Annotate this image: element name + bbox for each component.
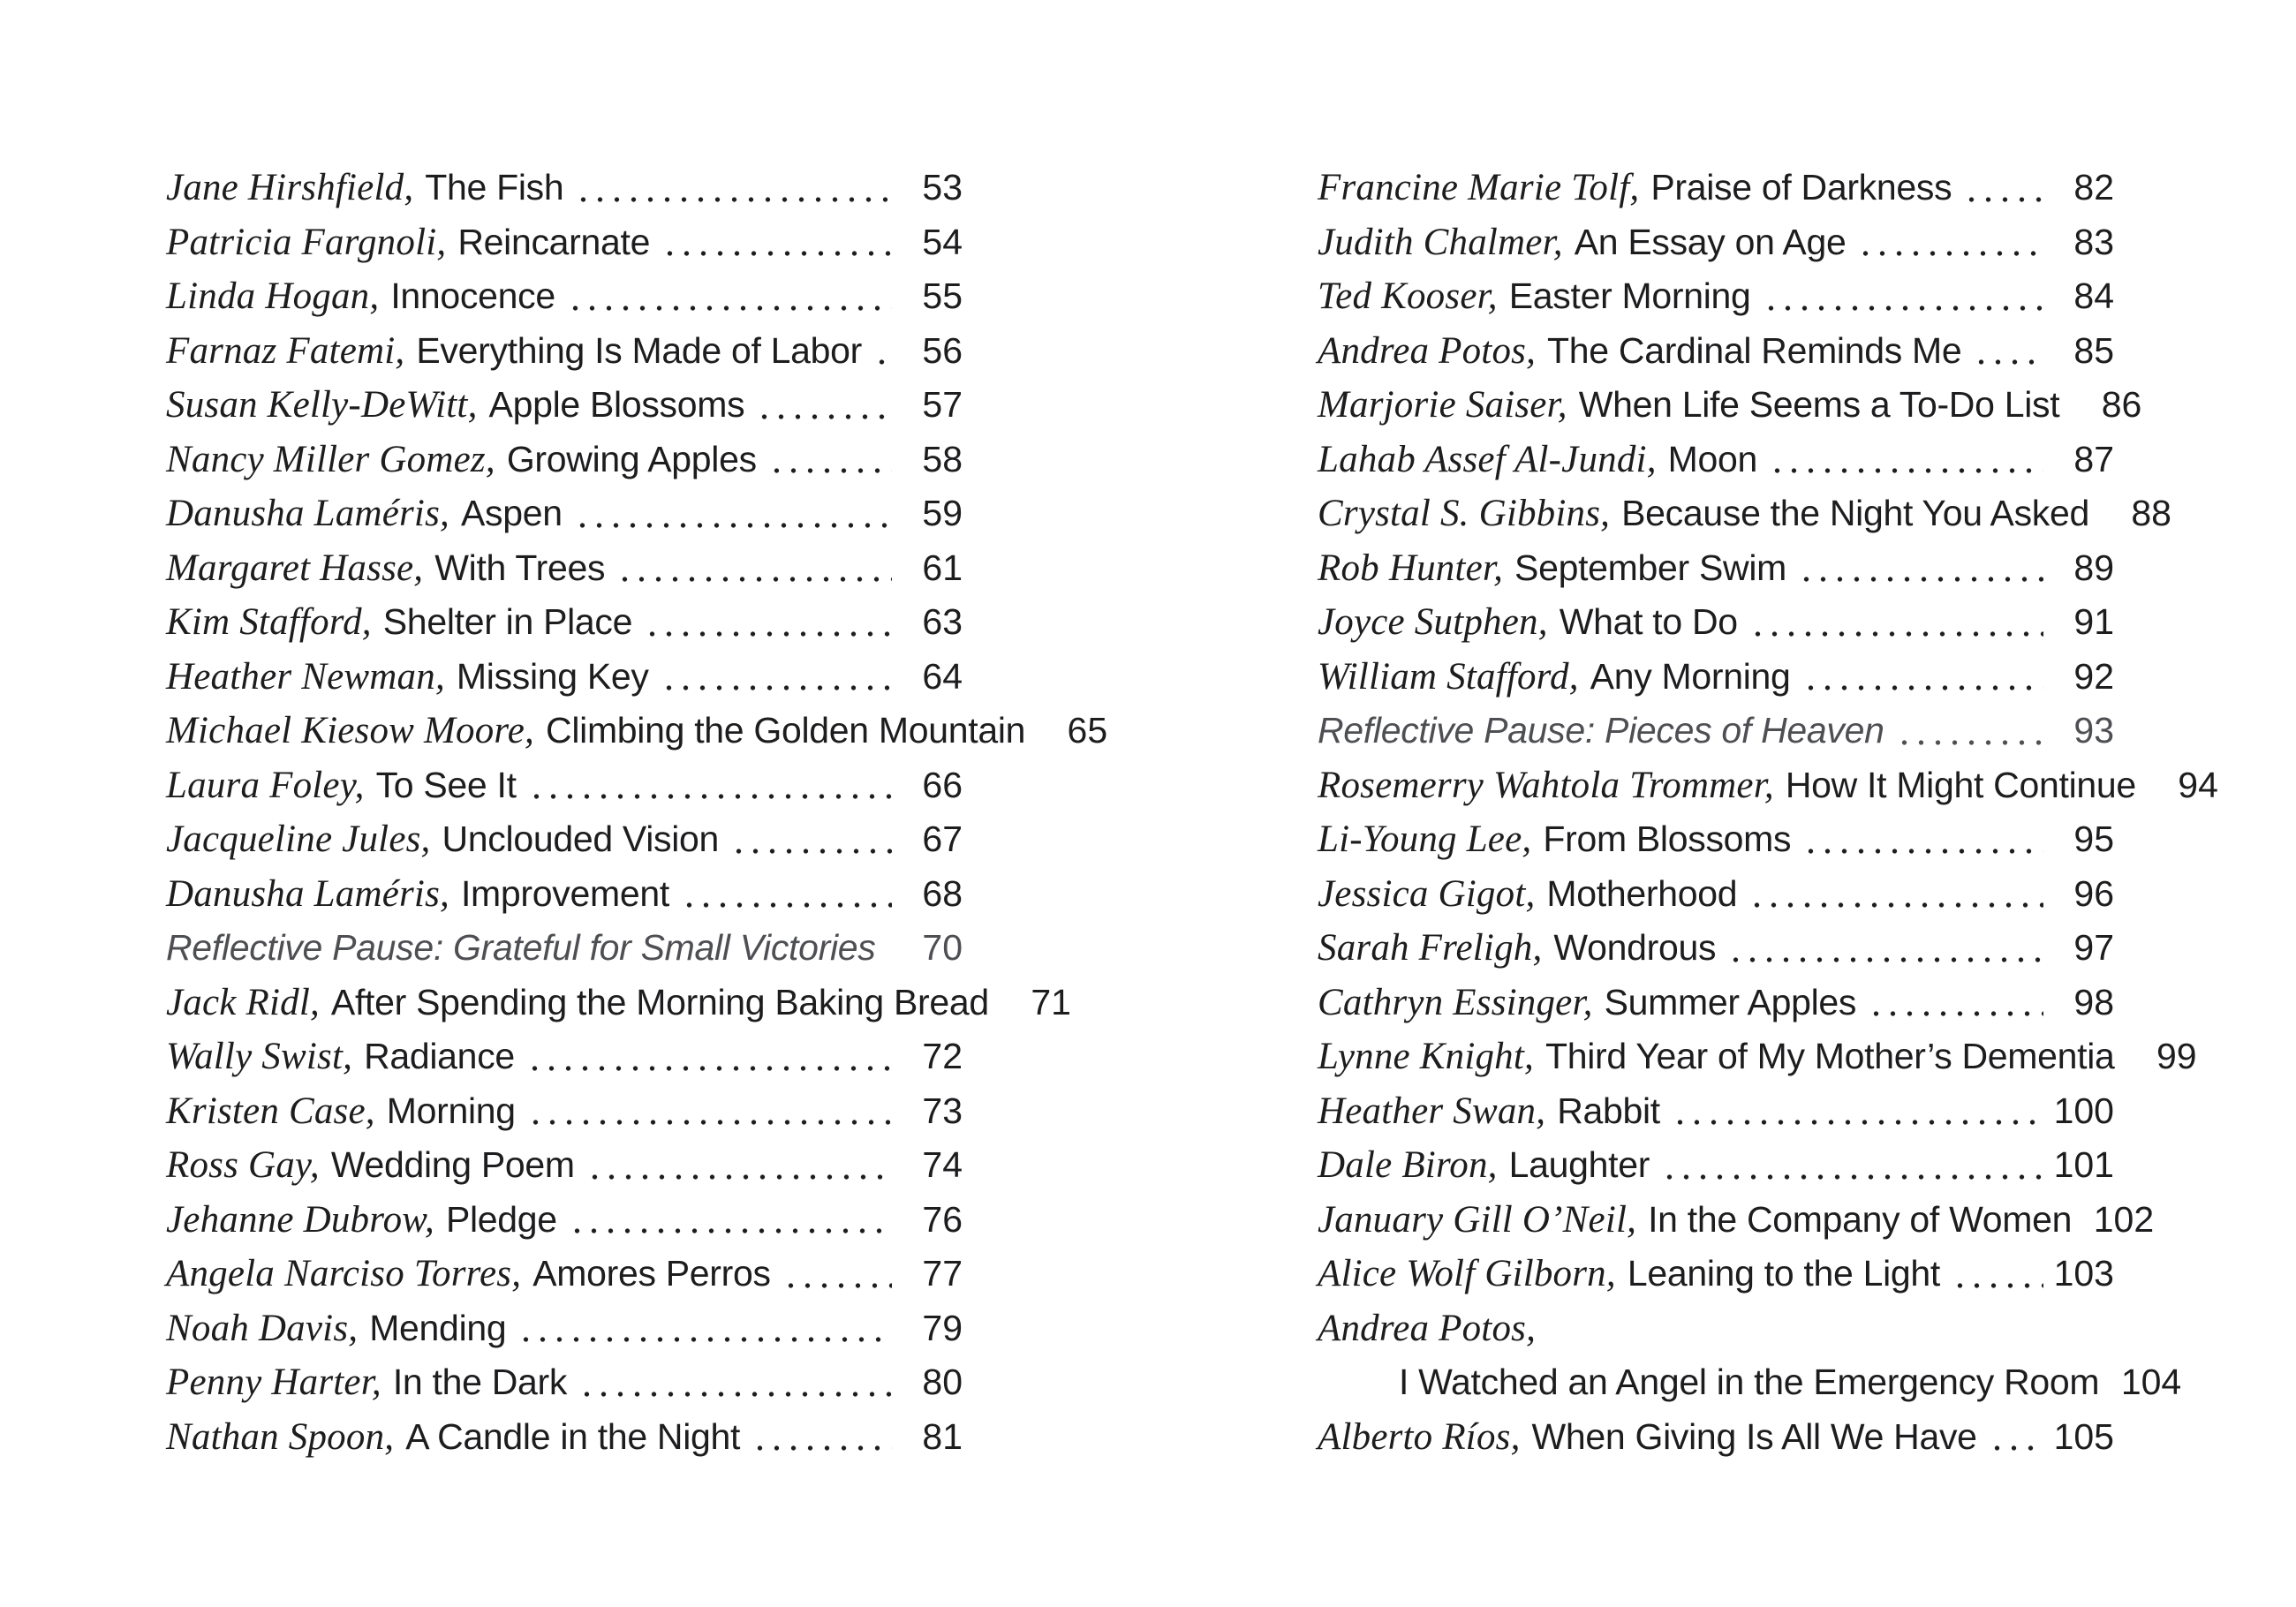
toc-title: What to Do	[1559, 601, 1738, 642]
page-number: 87	[2073, 438, 2114, 479]
toc-title: Innocence	[390, 275, 555, 316]
toc-entry	[166, 812, 963, 867]
toc-entry	[166, 758, 963, 813]
toc-entry	[1318, 161, 2114, 215]
dot-leader	[756, 414, 892, 419]
toc-title: Motherhood	[1546, 872, 1738, 914]
page-number: 66	[922, 764, 963, 805]
toc-author: Ted Kooser,	[1318, 275, 1498, 317]
page-number: 97	[2073, 927, 2114, 968]
dot-leader	[782, 1283, 892, 1288]
page-number: 81	[922, 1415, 963, 1457]
toc-entry	[1318, 378, 2142, 433]
dot-leader	[768, 468, 892, 473]
dot-leader	[528, 794, 892, 799]
toc-title: I Watched an Angel in the Emergency Room	[1399, 1362, 2100, 1402]
page-number: 65	[1067, 710, 1108, 751]
toc-author: Rob Hunter,	[1318, 547, 1504, 589]
toc-title: Pledge	[445, 1198, 557, 1240]
toc-author: Heather Swan,	[1318, 1090, 1546, 1132]
toc-author: Farnaz Fatemi,	[166, 329, 405, 372]
toc-author: Alberto Ríos,	[1318, 1415, 1521, 1458]
page-number: 92	[2073, 655, 2114, 697]
page-number: 86	[2101, 384, 2142, 425]
toc-entry	[1318, 704, 2114, 758]
toc-author: Andrea Potos,	[1318, 1307, 1537, 1349]
dot-leader	[730, 849, 892, 854]
page-number: 95	[2073, 819, 2114, 859]
toc-author: William Stafford,	[1318, 655, 1579, 698]
toc-entry	[1318, 1084, 2114, 1139]
page-number: 55	[922, 275, 963, 316]
toc-author: Danusha Laméris,	[166, 493, 449, 534]
toc-entry	[166, 269, 963, 324]
toc-author: Linda Hogan,	[166, 275, 380, 317]
toc-title: Apple Blossoms	[488, 384, 745, 425]
toc-entry	[1318, 487, 2171, 541]
toc-entry	[166, 1301, 963, 1356]
toc-entry	[1318, 921, 2114, 976]
page-number: 73	[922, 1090, 963, 1131]
page-number: 94	[2178, 764, 2218, 805]
toc-title: With Trees	[434, 547, 606, 588]
toc-entry	[166, 1247, 963, 1301]
toc-author: Nathan Spoon,	[166, 1415, 395, 1458]
toc-entry	[166, 378, 963, 433]
page-number: 76	[922, 1198, 963, 1240]
page-number: 53	[922, 167, 963, 207]
toc-entry	[1318, 650, 2114, 705]
toc-title: Improvement	[460, 872, 669, 914]
toc-entry	[166, 324, 963, 379]
dot-leader	[887, 957, 893, 962]
page-number: 99	[2156, 1036, 2197, 1076]
toc-author: Jack Ridl,	[166, 981, 320, 1023]
page-number: 56	[922, 329, 963, 371]
page-number: 74	[922, 1144, 963, 1185]
toc-entry	[166, 161, 963, 215]
toc-title: A Candle in the Night	[405, 1415, 741, 1457]
toc-entry	[1318, 867, 2114, 922]
toc-author: Jane Hirshfield,	[166, 167, 414, 208]
toc-author: Dale Biron,	[1318, 1144, 1498, 1186]
page-number: 64	[922, 655, 963, 697]
toc-entry	[1318, 1193, 2155, 1248]
dot-leader	[526, 1066, 892, 1071]
dot-leader	[681, 902, 892, 908]
toc-pause-label: Reflective Pause: Grateful for Small Victories	[166, 927, 876, 968]
toc-title: An Essay on Age	[1574, 221, 1847, 262]
page-number: 85	[2073, 329, 2114, 371]
toc-author: Ross Gay,	[166, 1144, 320, 1186]
toc-title: Missing Key	[456, 655, 649, 697]
page-number: 67	[922, 819, 963, 859]
toc-author: Crystal S. Gibbins,	[1318, 493, 1611, 534]
toc-entry	[1318, 976, 2114, 1030]
dot-leader	[1963, 197, 2043, 202]
toc-entry	[1318, 1030, 2197, 1084]
toc-entry	[1318, 541, 2114, 596]
page-number: 80	[922, 1362, 963, 1402]
toc-title: Wondrous	[1553, 927, 1717, 968]
toc-author: Jacqueline Jules,	[166, 819, 431, 860]
page-number: 63	[922, 601, 963, 642]
toc-author: Sarah Freligh,	[1318, 927, 1543, 969]
toc-title: Amores Perros	[532, 1253, 771, 1294]
toc-entry	[1318, 1138, 2114, 1193]
toc-title: Mending	[369, 1307, 507, 1348]
page-number: 98	[2073, 981, 2114, 1022]
toc-entry	[166, 867, 963, 922]
toc-entry	[166, 650, 963, 705]
dot-leader	[616, 577, 892, 582]
toc-entry	[166, 1084, 963, 1139]
dot-leader	[1748, 902, 2043, 908]
toc-author: Cathryn Essinger,	[1318, 981, 1593, 1023]
dot-leader	[873, 359, 892, 365]
toc-title: Aspen	[460, 493, 563, 533]
dot-leader	[1973, 359, 2043, 365]
page-number: 68	[922, 872, 963, 914]
toc-title: The Fish	[425, 167, 564, 207]
toc-entry	[1318, 1410, 2114, 1465]
toc-entry	[1318, 1301, 2114, 1356]
dot-leader	[517, 1337, 892, 1342]
toc-title: Praise of Darkness	[1650, 167, 1952, 207]
page-number: 54	[922, 221, 963, 262]
toc-entry	[166, 1410, 963, 1465]
page-number: 84	[2073, 275, 2114, 316]
page-number: 88	[2131, 493, 2171, 533]
toc-entry	[1318, 433, 2114, 487]
page-number: 83	[2073, 221, 2114, 262]
toc-title: Wedding Poem	[330, 1144, 575, 1185]
page-number: 101	[2053, 1144, 2114, 1185]
toc-entry	[166, 921, 963, 976]
toc-author: Alice Wolf Gilborn,	[1318, 1253, 1616, 1294]
toc-title: How It Might Continue	[1785, 764, 2136, 805]
toc-title: Any Morning	[1590, 655, 1791, 697]
toc-entry	[166, 976, 1071, 1030]
toc-title: Radiance	[364, 1036, 515, 1076]
toc-author: Rosemerry Wahtola Trommer,	[1318, 764, 1774, 806]
toc-title: After Spending the Morning Baking Bread	[330, 981, 989, 1022]
toc-entry	[1318, 812, 2114, 867]
toc-title: Easter Morning	[1508, 275, 1751, 316]
toc-author: Lahab Assef Al-Jundi,	[1318, 438, 1657, 480]
toc-title: Growing Apples	[506, 438, 757, 479]
toc-author: Andrea Potos,	[1318, 329, 1537, 372]
dot-leader	[644, 631, 892, 637]
page-number: 61	[922, 547, 963, 588]
dot-leader	[1798, 577, 2043, 582]
toc-entry	[1318, 758, 2218, 813]
toc-author: Kristen Case,	[166, 1090, 375, 1132]
toc-entry	[166, 595, 963, 650]
dot-leader	[1727, 957, 2043, 962]
toc-author: Susan Kelly-DeWitt,	[166, 384, 478, 426]
toc-author: Heather Newman,	[166, 655, 445, 698]
page-number: 102	[2093, 1198, 2155, 1240]
page-number: 82	[2073, 167, 2114, 207]
toc-author: Nancy Miller Gomez,	[166, 438, 495, 480]
toc-title: Leaning to the Light	[1627, 1253, 1941, 1294]
toc-author: Patricia Fargnoli,	[166, 221, 447, 263]
toc-entry	[1318, 215, 2114, 270]
dot-leader	[1952, 1283, 2043, 1288]
toc-entry	[166, 704, 1108, 758]
toc-entry	[166, 487, 963, 541]
toc-author: Judith Chalmer,	[1318, 221, 1563, 263]
toc-title: The Cardinal Reminds Me	[1547, 329, 1962, 371]
page-number: 77	[922, 1253, 963, 1294]
dot-leader	[1857, 251, 2043, 256]
toc-author: Michael Kiesow Moore,	[166, 710, 535, 751]
toc-title: Unclouded Vision	[442, 819, 720, 859]
page-number: 58	[922, 438, 963, 479]
toc-title: In the Dark	[392, 1362, 568, 1402]
toc-author: January Gill O’Neil,	[1318, 1198, 1637, 1241]
page-number: 57	[922, 384, 963, 425]
toc-entry	[1318, 1247, 2114, 1301]
dot-leader	[1661, 1174, 2043, 1180]
dot-leader	[751, 1445, 892, 1451]
toc-author: Danusha Laméris,	[166, 872, 449, 915]
toc-title: Laughter	[1508, 1144, 1650, 1185]
page-number: 91	[2073, 601, 2114, 642]
dot-leader	[661, 251, 892, 256]
toc-author: Kim Stafford,	[166, 601, 372, 643]
dot-leader	[1749, 631, 2043, 637]
dot-leader	[1672, 1120, 2043, 1125]
toc-title: Third Year of My Mother’s Dementia	[1545, 1036, 2115, 1076]
toc-author: Penny Harter,	[166, 1362, 381, 1403]
dot-leader	[569, 1228, 892, 1234]
toc-title: Everything Is Made of Labor	[416, 329, 863, 371]
dot-leader	[574, 523, 892, 528]
toc-title: Morning	[386, 1090, 516, 1131]
toc-author: Jessica Gigot,	[1318, 872, 1536, 915]
toc-title: Because the Night You Asked	[1621, 493, 2089, 533]
toc-entry	[166, 1138, 963, 1193]
toc-title: When Life Seems a To-Do List	[1578, 384, 2060, 425]
toc-author: Li-Young Lee,	[1318, 819, 1532, 860]
toc-author: Marjorie Saiser,	[1318, 384, 1567, 426]
dot-leader	[1769, 468, 2043, 473]
dot-leader	[567, 306, 892, 311]
dot-leader	[586, 1174, 892, 1180]
page-number: 96	[2073, 872, 2114, 914]
toc-author: Francine Marie Tolf,	[1318, 167, 1640, 208]
page-number: 103	[2053, 1253, 2114, 1294]
toc-pause-label: Reflective Pause: Pieces of Heaven	[1318, 710, 1884, 751]
toc-author: Lynne Knight,	[1318, 1036, 1534, 1077]
dot-leader	[661, 685, 892, 690]
toc-entry	[166, 1193, 963, 1248]
page-number: 104	[2120, 1362, 2182, 1402]
toc-entry	[166, 433, 963, 487]
toc-author: Jehanne Dubrow,	[166, 1198, 434, 1241]
toc-entry	[1318, 1355, 2182, 1410]
toc-entry	[166, 215, 963, 270]
toc-title: Climbing the Golden Mountain	[546, 710, 1026, 751]
toc-author: Wally Swist,	[166, 1036, 353, 1077]
dot-leader	[1802, 685, 2043, 690]
dot-leader	[1868, 1011, 2043, 1016]
page-number: 105	[2053, 1415, 2114, 1457]
toc-title: Reincarnate	[457, 221, 651, 262]
toc-entry	[166, 1030, 963, 1084]
toc-title: From Blossoms	[1543, 819, 1792, 859]
toc-title: To See It	[375, 764, 517, 805]
page-number: 100	[2053, 1090, 2114, 1131]
toc-author: Angela Narciso Torres,	[166, 1253, 522, 1294]
dot-leader	[1802, 849, 2043, 854]
page-number: 93	[2073, 710, 2114, 751]
dot-leader	[1989, 1445, 2043, 1451]
toc-author: Laura Foley,	[166, 764, 365, 806]
page-number: 71	[1031, 981, 1071, 1022]
toc-entry	[166, 1355, 963, 1410]
dot-leader	[575, 197, 892, 202]
toc-title: When Giving Is All We Have	[1531, 1415, 1977, 1457]
page-number: 79	[922, 1307, 963, 1348]
toc-title: Rabbit	[1557, 1090, 1660, 1131]
toc-title: Moon	[1667, 438, 1758, 479]
page-number: 72	[922, 1036, 963, 1076]
toc-column-right	[1318, 161, 2218, 1464]
page-number: 59	[922, 493, 963, 533]
page-number: 70	[922, 927, 963, 968]
dot-leader	[1763, 306, 2043, 311]
toc-column-left	[166, 161, 1108, 1464]
toc-title: In the Company of Women	[1648, 1198, 2073, 1240]
toc-entry	[166, 541, 963, 596]
toc-author: Noah Davis,	[166, 1307, 359, 1349]
toc-title: September Swim	[1514, 547, 1786, 588]
toc-title: Summer Apples	[1604, 981, 1857, 1022]
page-number: 89	[2073, 547, 2114, 588]
toc-author: Margaret Hasse,	[166, 547, 424, 589]
toc-entry	[1318, 269, 2114, 324]
dot-leader	[527, 1120, 892, 1125]
toc-title: Shelter in Place	[382, 601, 633, 642]
dot-leader	[578, 1392, 892, 1397]
toc-entry	[1318, 324, 2114, 379]
dot-leader	[1896, 740, 2043, 745]
toc-entry	[1318, 595, 2114, 650]
toc-author: Joyce Sutphen,	[1318, 601, 1548, 643]
